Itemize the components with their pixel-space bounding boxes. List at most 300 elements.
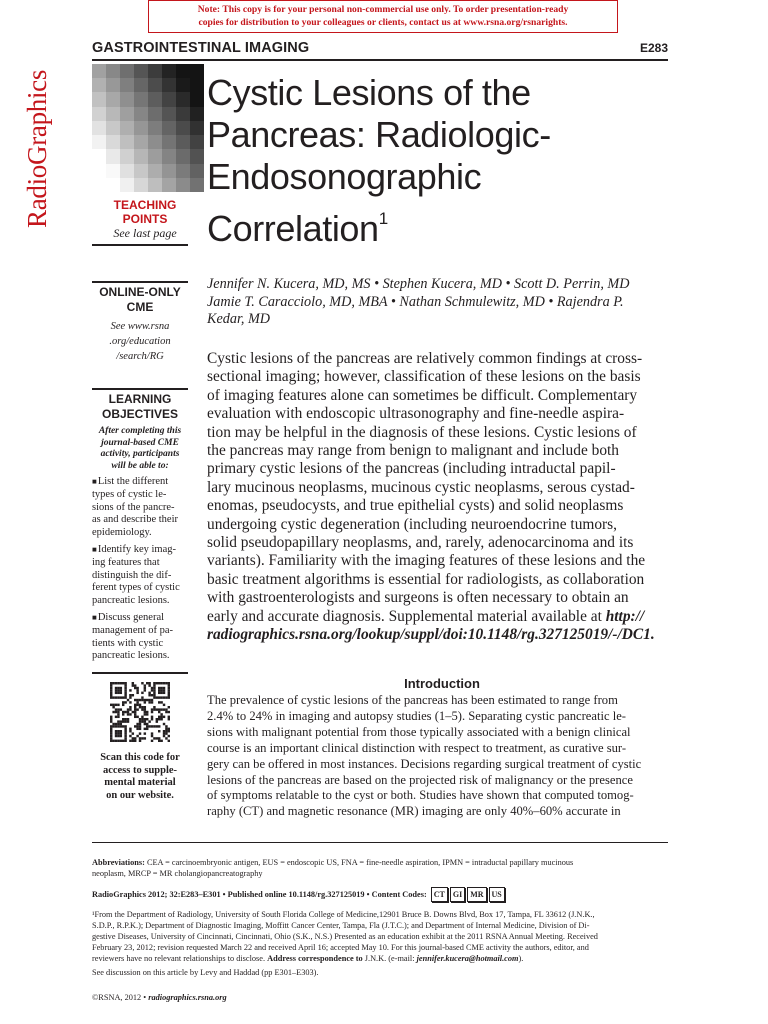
qr-module — [117, 708, 119, 710]
halftone-cell — [120, 178, 134, 192]
halftone-cell — [190, 78, 204, 92]
qr-module — [168, 740, 170, 742]
qr-caption-line: on our website. — [106, 789, 174, 801]
body-line: lesions of the pancreas are based on the projected risk of malignancy or the presence — [207, 772, 633, 787]
qr-module — [117, 725, 119, 727]
objectives-heading-2: OBJECTIVES — [101, 407, 179, 421]
halftone-cell — [134, 164, 148, 178]
halftone-cell — [148, 92, 162, 106]
halftone-cell — [148, 78, 162, 92]
qr-module — [120, 740, 122, 742]
qr-module — [144, 723, 146, 725]
objective-line: pancreatic lesions. — [92, 650, 170, 662]
correspondence-email[interactable]: jennifer.kucera@hotmail.com — [416, 954, 519, 963]
qr-module — [120, 732, 122, 734]
qr-module — [110, 682, 112, 684]
content-code-badge: GI — [450, 887, 465, 902]
qr-module — [134, 684, 136, 686]
qr-module — [120, 720, 122, 722]
qr-module — [151, 694, 153, 696]
qr-module — [163, 730, 165, 732]
halftone-cell — [148, 107, 162, 121]
objectives-intro — [92, 426, 188, 472]
body-line: sions with malignant potential from those typically associated with a benign clinical — [207, 724, 631, 739]
copyright-line — [92, 993, 227, 1002]
qr-module — [120, 692, 122, 694]
abstract-line: Cystic lesions of the pancreas are relatively common findings at cross- — [207, 350, 643, 367]
qr-module — [139, 728, 141, 730]
qr-module — [168, 711, 170, 713]
halftone-cell — [106, 78, 120, 92]
qr-module — [144, 718, 146, 720]
halftone-cell — [162, 92, 176, 106]
qr-module — [148, 694, 150, 696]
cme-heading-2: CME — [126, 300, 154, 314]
qr-module — [158, 716, 160, 718]
halftone-cell — [92, 164, 106, 178]
qr-module — [134, 699, 136, 701]
qr-module — [132, 732, 134, 734]
qr-module — [158, 689, 160, 691]
qr-module — [141, 692, 143, 694]
halftone-cell — [106, 92, 120, 106]
teaching-points-heading-1: TEACHING — [113, 198, 177, 212]
qr-module — [160, 689, 162, 691]
halftone-cell — [190, 64, 204, 78]
sidebar-rule — [92, 244, 188, 246]
qr-module — [132, 694, 134, 696]
qr-module — [115, 730, 117, 732]
qr-caption-line: access to supple- — [102, 764, 178, 776]
qr-module — [153, 692, 155, 694]
qr-module — [144, 728, 146, 730]
qr-caption-line: Scan this code for — [100, 752, 180, 763]
qr-module — [163, 682, 165, 684]
body-line: course is an important clinical distinction with respect to treatment, as curative sur- — [207, 740, 627, 755]
qr-caption — [92, 752, 188, 802]
halftone-cell — [190, 107, 204, 121]
halftone-cell — [176, 149, 190, 163]
qr-module — [136, 708, 138, 710]
cme-link-line: .org/education — [109, 336, 171, 347]
qr-code-icon[interactable] — [110, 682, 170, 742]
sidebar-rule — [92, 281, 188, 283]
halftone-cell — [92, 135, 106, 149]
qr-module — [151, 735, 153, 737]
qr-module — [163, 704, 165, 706]
qr-module — [112, 704, 114, 706]
qr-module — [144, 687, 146, 689]
qr-module — [144, 708, 146, 710]
qr-module — [129, 701, 131, 703]
qr-module — [122, 713, 124, 715]
halftone-cell — [162, 121, 176, 135]
qr-module — [117, 687, 119, 689]
qr-module — [141, 720, 143, 722]
qr-module — [115, 725, 117, 727]
qr-module — [110, 737, 112, 739]
halftone-cell — [134, 178, 148, 192]
qr-module — [112, 723, 114, 725]
qr-module — [146, 725, 148, 727]
qr-module — [148, 682, 150, 684]
qr-module — [156, 718, 158, 720]
qr-module — [120, 708, 122, 710]
qr-module — [163, 687, 165, 689]
qr-module — [115, 708, 117, 710]
qr-module — [110, 740, 112, 742]
halftone-cell — [106, 149, 120, 163]
qr-module — [139, 704, 141, 706]
qr-module — [115, 732, 117, 734]
qr-module — [136, 704, 138, 706]
qr-module — [139, 706, 141, 708]
qr-module — [148, 720, 150, 722]
qr-module — [139, 725, 141, 727]
qr-module — [139, 740, 141, 742]
halftone-cell — [190, 149, 204, 163]
abstract-line — [207, 608, 677, 626]
qr-module — [117, 689, 119, 691]
qr-module — [122, 701, 124, 703]
qr-module — [112, 725, 114, 727]
qr-module — [168, 706, 170, 708]
notice-line-2: copies for distribution to your colleagues or clients, contact us at www.rsna.org/rsnarights. — [198, 17, 568, 28]
qr-module — [122, 725, 124, 727]
halftone-cell — [190, 92, 204, 106]
objective-line: List the different — [97, 476, 169, 487]
qr-module — [122, 696, 124, 698]
qr-module — [115, 692, 117, 694]
qr-module — [158, 708, 160, 710]
qr-module — [120, 723, 122, 725]
qr-module — [144, 689, 146, 691]
author-line: Jamie T. Caracciolo, MD, MBA • Nathan Schmulewitz, MD • Rajendra P. — [207, 293, 624, 310]
qr-module — [115, 735, 117, 737]
qr-module — [153, 689, 155, 691]
qr-module — [139, 737, 141, 739]
qr-module — [153, 684, 155, 686]
qr-module — [134, 704, 136, 706]
affiliation-line: February 23, 2012; revision requested March 22 and received April 16; accepted May 10. For this journal-based CME activity the authors, editor, and — [92, 943, 589, 952]
qr-module — [151, 711, 153, 713]
qr-module — [127, 713, 129, 715]
qr-module — [132, 684, 134, 686]
qr-module — [124, 689, 126, 691]
qr-module — [129, 713, 131, 715]
qr-module — [124, 711, 126, 713]
qr-module — [134, 737, 136, 739]
qr-module — [110, 687, 112, 689]
qr-module — [163, 708, 165, 710]
qr-module — [168, 689, 170, 691]
qr-module — [117, 682, 119, 684]
objective-line: distinguish the dif- — [92, 569, 172, 581]
qr-module — [132, 740, 134, 742]
qr-module — [160, 696, 162, 698]
abstract-line: primary cystic lesions of the pancreas (including intraductal papil- — [207, 460, 616, 478]
halftone-cell — [92, 121, 106, 135]
qr-module — [168, 696, 170, 698]
sidebar-rule — [92, 388, 188, 390]
qr-module — [110, 716, 112, 718]
qr-module — [144, 706, 146, 708]
qr-module — [136, 725, 138, 727]
halftone-cell — [148, 135, 162, 149]
qr-module — [115, 716, 117, 718]
qr-module — [165, 728, 167, 730]
halftone-cell — [106, 107, 120, 121]
page-number: E283 — [639, 41, 668, 55]
objective-item — [92, 476, 188, 540]
qr-module — [129, 728, 131, 730]
qr-module — [115, 687, 117, 689]
qr-module — [134, 708, 136, 710]
qr-module — [139, 720, 141, 722]
halftone-cell — [120, 164, 134, 178]
qr-module — [151, 701, 153, 703]
affiliation-text: reviewers have no relevant relationships to disclose. — [92, 954, 268, 963]
objectives-intro-line: After completing this — [98, 426, 182, 436]
qr-module — [120, 735, 122, 737]
qr-module — [148, 692, 150, 694]
qr-module — [146, 728, 148, 730]
publication-text: RadioGraphics 2012; 32:E283–E301 • Published online 10.1148/rg.327125019 • Content Codes: — [92, 890, 427, 899]
qr-module — [158, 692, 160, 694]
cme-heading-1: ONLINE-ONLY — [99, 285, 181, 299]
qr-module — [134, 706, 136, 708]
halftone-cell — [134, 149, 148, 163]
qr-module — [158, 701, 160, 703]
qr-module — [115, 711, 117, 713]
qr-module — [139, 723, 141, 725]
qr-module — [163, 716, 165, 718]
halftone-cell — [134, 78, 148, 92]
qr-module — [124, 728, 126, 730]
abstract-line: undergoing cystic degeneration (including neuroendocrine tumors, — [207, 515, 618, 533]
halftone-cell — [120, 64, 134, 78]
teaching-points-heading-2: POINTS — [122, 212, 168, 226]
cme-link-line: See www.rsna — [110, 321, 170, 332]
qr-module — [158, 740, 160, 742]
halftone-cell — [134, 92, 148, 106]
halftone-cell — [106, 178, 120, 192]
qr-module — [117, 723, 119, 725]
qr-module — [115, 696, 117, 698]
objective-line: ferent types of cystic — [92, 582, 180, 594]
abbreviations — [92, 857, 670, 868]
qr-module — [136, 692, 138, 694]
qr-module — [122, 704, 124, 706]
qr-module — [110, 684, 112, 686]
qr-module — [124, 718, 126, 720]
qr-module — [129, 740, 131, 742]
title-line-2: Pancreas: Radiologic- — [207, 114, 551, 155]
halftone-cell — [162, 178, 176, 192]
qr-module — [124, 735, 126, 737]
objective-line: sions of the pancre- — [92, 501, 175, 513]
qr-module — [136, 701, 138, 703]
abstract-line: enomas, pseudocysts, and true epithelial cysts) and solid neoplasms — [207, 497, 624, 515]
halftone-cell — [176, 78, 190, 92]
qr-module — [117, 713, 119, 715]
qr-module — [117, 720, 119, 722]
qr-module — [132, 737, 134, 739]
correspondence-end: ). — [518, 954, 524, 963]
qr-module — [153, 737, 155, 739]
qr-module — [141, 737, 143, 739]
qr-module — [160, 708, 162, 710]
qr-module — [115, 740, 117, 742]
qr-module — [129, 689, 131, 691]
section-label: GASTROINTESTINAL IMAGING — [92, 40, 310, 56]
qr-module — [117, 732, 119, 734]
qr-module — [144, 701, 146, 703]
copyright-text: ©RSNA, 2012 • — [92, 993, 149, 1002]
abstract-text: early and accurate diagnosis. Supplemental material available at — [207, 607, 606, 625]
abstract-line: of imaging features alone can sometimes be difficult. Complementary — [207, 386, 638, 404]
halftone-cell — [92, 92, 106, 106]
qr-module — [124, 732, 126, 734]
qr-module — [124, 720, 126, 722]
objectives-intro-line: activity, participants — [100, 449, 180, 459]
halftone-cell — [148, 164, 162, 178]
qr-module — [129, 708, 131, 710]
qr-module — [120, 682, 122, 684]
qr-module — [165, 708, 167, 710]
qr-module — [129, 694, 131, 696]
qr-module — [141, 706, 143, 708]
qr-module — [144, 711, 146, 713]
introduction-heading: Introduction — [404, 676, 480, 691]
abstract — [207, 350, 677, 645]
supplemental-link[interactable]: radiographics.rsna.org/lookup/suppl/doi:10.1148/rg.327125019/-/DC1. — [207, 626, 655, 644]
qr-module — [168, 684, 170, 686]
qr-module — [168, 682, 170, 684]
abstract-line: basic treatment algorithms is essential for radiologists, as collaboration — [207, 570, 645, 588]
qr-module — [134, 711, 136, 713]
qr-module — [163, 692, 165, 694]
qr-module — [158, 737, 160, 739]
header-rule — [92, 59, 668, 61]
qr-module — [110, 725, 112, 727]
author-line: Jennifer N. Kucera, MD, MS • Stephen Kucera, MD • Scott D. Perrin, MD — [207, 276, 630, 292]
qr-module — [129, 706, 131, 708]
qr-module — [144, 737, 146, 739]
qr-module — [153, 708, 155, 710]
introduction-body — [207, 693, 677, 820]
qr-module — [146, 711, 148, 713]
halftone-cell — [120, 78, 134, 92]
halftone-cell — [92, 64, 106, 78]
abbreviations-cont: neoplasm, MRCP = MR cholangiopancreatography — [92, 869, 263, 878]
qr-module — [146, 718, 148, 720]
qr-module — [127, 711, 129, 713]
bullet-icon: ■ — [92, 544, 97, 554]
qr-module — [124, 696, 126, 698]
qr-module — [134, 687, 136, 689]
qr-module — [153, 696, 155, 698]
qr-module — [115, 682, 117, 684]
affiliation-line: ¹From the Department of Radiology, University of South Florida College of Medicine,12901 Bruce B. Downs Blvd, Box 17, Tampa, FL 33612 (J.N.K., — [92, 910, 595, 919]
halftone-cell — [134, 107, 148, 121]
supplemental-link[interactable]: http:// — [605, 607, 645, 625]
qr-module — [134, 725, 136, 727]
qr-module — [120, 725, 122, 727]
qr-module — [151, 740, 153, 742]
halftone-cell — [162, 107, 176, 121]
qr-module — [165, 730, 167, 732]
qr-module — [168, 692, 170, 694]
qr-module — [136, 687, 138, 689]
qr-module — [165, 682, 167, 684]
halftone-decoration — [92, 64, 204, 192]
halftone-cell — [106, 64, 120, 78]
body-line: 2.4% to 24% in imaging and autopsy studies (1–5). Separating cystic pancreatic le- — [207, 708, 626, 723]
qr-module — [124, 682, 126, 684]
qr-caption-line: mental material — [104, 777, 176, 788]
qr-module — [124, 730, 126, 732]
qr-module — [156, 682, 158, 684]
qr-module — [160, 713, 162, 715]
qr-module — [136, 728, 138, 730]
objective-line: epidemiology. — [92, 527, 152, 539]
qr-module — [151, 718, 153, 720]
qr-module — [160, 718, 162, 720]
copyright-notice — [148, 0, 618, 33]
affiliation-line: gestive Diseases, University of Cincinnati, Cincinnati, Ohio (S.K., N.S.) Presented as an education exhibit at the 2011 RSNA Annual Meeting. Received — [92, 932, 598, 941]
qr-module — [127, 708, 129, 710]
qr-module — [146, 682, 148, 684]
qr-module — [141, 682, 143, 684]
halftone-cell — [120, 107, 134, 121]
qr-module — [132, 682, 134, 684]
qr-module — [141, 718, 143, 720]
halftone-cell — [176, 107, 190, 121]
bullet-icon: ■ — [92, 612, 97, 622]
halftone-cell — [92, 178, 106, 192]
halftone-cell — [190, 135, 204, 149]
discussion-note: See discussion on this article by Levy and Haddad (pp E301–E303). — [92, 968, 319, 977]
abbreviations-label: Abbreviations: — [92, 858, 145, 867]
qr-module — [146, 723, 148, 725]
objective-item — [92, 612, 188, 663]
correspondence-label: Address correspondence to — [267, 954, 363, 963]
objective-line: pancreatic lesions. — [92, 595, 170, 607]
objective-line: types of cystic le- — [92, 488, 167, 500]
qr-module — [110, 696, 112, 698]
qr-module — [110, 735, 112, 737]
qr-module — [156, 737, 158, 739]
objective-line: tients with cystic — [92, 637, 164, 649]
journal-website-link[interactable]: radiographics.rsna.org — [148, 993, 227, 1002]
objectives-intro-line: will be able to: — [111, 460, 169, 471]
objectives-intro-line: journal-based CME — [101, 437, 179, 448]
content-code-badge: CT — [431, 887, 448, 902]
qr-module — [122, 718, 124, 720]
halftone-cell — [106, 135, 120, 149]
qr-module — [141, 699, 143, 701]
qr-module — [136, 723, 138, 725]
qr-module — [141, 696, 143, 698]
qr-module — [129, 696, 131, 698]
halftone-cell — [176, 178, 190, 192]
qr-module — [110, 689, 112, 691]
qr-module — [163, 732, 165, 734]
qr-module — [160, 692, 162, 694]
qr-module — [163, 723, 165, 725]
abbreviations-text: CEA = carcinoembryonic antigen, EUS = endoscopic US, FNA = fine-needle aspiration, IPMN = intraductal papillary mucinous — [144, 858, 574, 867]
